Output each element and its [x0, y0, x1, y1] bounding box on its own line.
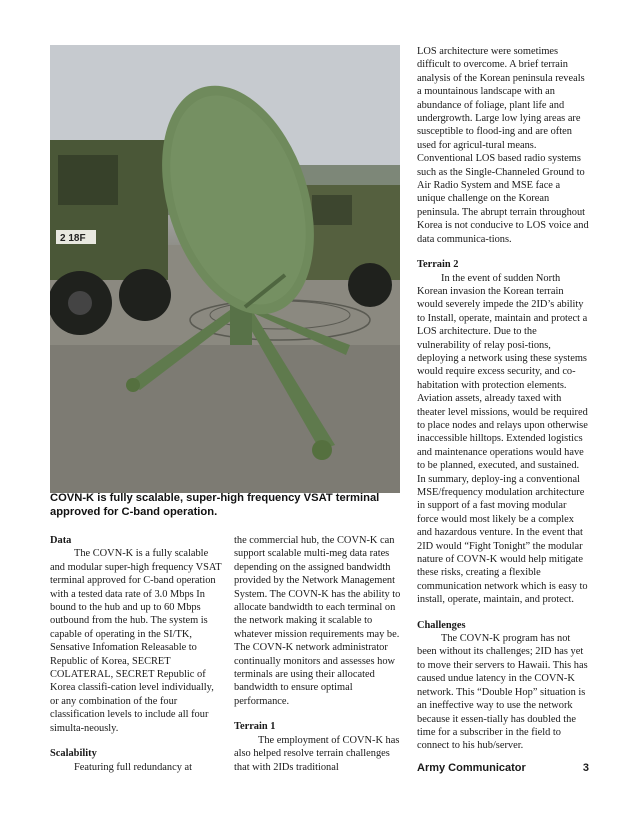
paragraph-terrain-2: In the event of sudden North Korean invasion the Korean terrain would severely impede the 2ID’s ability to Install, operate, maintain and protect a LOS architecture. Due to the vulnerability of relay posi-tions, deploying a network using these systems would require excess security, and co-habitation with protection elements. Aviation assets, already taxed with theater level missions, would be required to place nodes and relays upon otherwise inaccessible hilltops. Extended logistics and maintenance operations would have to be planned, executed, and sustained. In summary, deploy-ing a conventional MSE/frequency modulation architecture in support of a fast moving modular force would most likely be a complex and hazardous venture. In the event that 2ID would “Fight Tonight” the modular nature of COVN-K would help mitigate these risks, creating a flexible communication network which is easy to install, operate, maintain, and protect.: [417, 272, 588, 606]
paragraph-scalability-cont: the commercial hub, the COVN-K can support scalable multi-meg data rates depending on the assigned bandwidth provided by the Network Management System. The COVN-K has the ability to allocate bandwidth to each terminal on the network making it scalable to whatever mission requirements may be. The COVN-K network administrator continually monitors and assesses how terminals are using their allocated bandwidth to ensure optimal performance.: [234, 535, 401, 707]
section-heading-terrain-2: Terrain 2: [417, 259, 459, 271]
satellite-dish-photo: [50, 45, 400, 493]
paragraph-terrain-1-cont: LOS architecture were sometimes difficult to overcome. A brief terrain analysis of the Korean peninsula reveals a mountainous landscape with an abundance of foliage, plant life and undergrowth. Large low lying areas are susceptible to flood-ing and are often used for agricul-tural means. Conventional LOS based radio systems such as the Single-Channeled Ground to Air Radio System and MSE face a unique challenge on the Korean peninsula. The abrupt terrain throughout Korea is not conducive to LOS voice and data communica-tions.: [417, 46, 589, 245]
paragraph-challenges: The COVN-K program has not been without its challenges; 2ID has yet to move their servers to Hawaii. This has caused undue latency in the COVN-K network. This “Double Hop” situation is an ineffective way to use the network because it essen-tially has doubled the time for a subscriber in the field to connect to his hub/server.: [417, 633, 588, 752]
page-footer: [417, 762, 589, 774]
section-heading-challenges: Challenges: [417, 619, 466, 631]
section-heading-data: Data: [50, 535, 72, 546]
paragraph-scalability: Featuring full redundancy at: [74, 761, 193, 773]
photo-caption: COVN-K is fully scalable, super-high frequency VSAT terminal approved for C-band operation.: [50, 492, 380, 518]
page-number: 3: [582, 762, 589, 774]
publication-name: Army Communicator: [417, 762, 526, 774]
section-heading-terrain-1: Terrain 1: [234, 721, 276, 733]
truck-marking: 2 18F: [60, 233, 86, 244]
paragraph-terrain-1: The employment of COVN-K has also helped resolve terrain challenges that with 2IDs traditional: [234, 734, 400, 773]
text-column-3: [417, 45, 589, 753]
section-heading-scalability: Scalability: [50, 748, 97, 760]
text-column-2: [234, 534, 404, 774]
vsat-dish-illustration: [50, 45, 400, 493]
military-truck-left: [50, 140, 171, 335]
paragraph-data: The COVN-K is a fully scalable and modular super-high frequency VSAT terminal approved for C-band operation with a tested data rate of 3.0 Mbps In bound to the hub and up to 60 Mbps outbound from the hub. The system is capable of operating in the SI/TK, Sensative Infomation Releasable to Republic of Korea, SECRET COLATERAL, SECRET Republic of Korea classifi-cation level individually, or any combination of the four classification levels to include all four simulta-neously.: [50, 548, 222, 734]
text-column-1: [50, 534, 222, 774]
